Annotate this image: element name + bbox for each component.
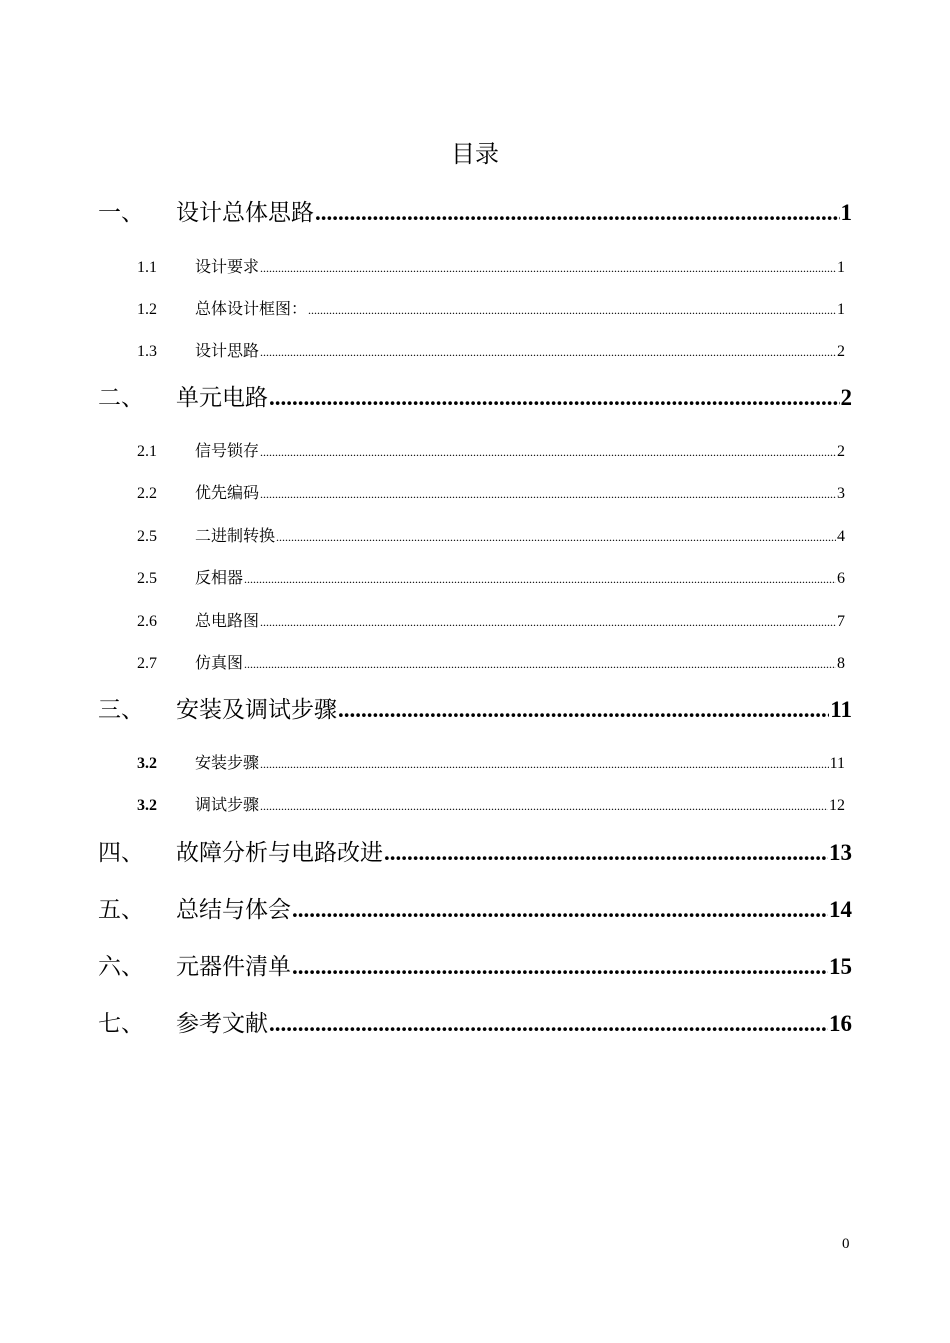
entry-page-number: 11: [830, 697, 852, 722]
entry-body: [195, 339, 845, 365]
entry-body: [195, 751, 845, 777]
toc-section-entry[interactable]: [0, 339, 950, 365]
entry-label: 安装步骤: [195, 755, 260, 772]
dot-leader: [338, 693, 829, 727]
dot-leader: [260, 481, 836, 507]
entry-page-number: 4: [837, 528, 845, 545]
entry-body: [195, 609, 845, 635]
toc-section-entry[interactable]: [0, 793, 950, 819]
entry-page-number: 1: [837, 301, 845, 318]
toc-section-entry[interactable]: [0, 751, 950, 777]
dot-leader: [260, 439, 836, 465]
toc-chapter-entry[interactable]: [0, 381, 950, 415]
dot-leader: [260, 609, 836, 635]
toc-chapter-entry[interactable]: [0, 893, 950, 927]
entry-body: [195, 524, 845, 550]
entry-page-number: 8: [837, 655, 845, 672]
entry-number: 1.3: [137, 343, 157, 360]
entry-number: 二、: [98, 385, 144, 410]
entry-number: 3.2: [137, 755, 157, 772]
toc-section-entry[interactable]: [0, 255, 950, 281]
entry-label: 参考文献: [176, 1011, 268, 1036]
entry-page-number: 2: [837, 343, 845, 360]
entry-page-number: 6: [837, 570, 845, 587]
entry-body: [176, 950, 852, 984]
dot-leader: [244, 651, 836, 677]
entry-body: [195, 439, 845, 465]
entry-number: 2.5: [137, 528, 157, 545]
entry-body: [195, 297, 845, 323]
entry-label: 优先编码: [195, 485, 260, 502]
toc-chapter-entry[interactable]: [0, 693, 950, 727]
entry-label: 设计要求: [195, 259, 260, 276]
entry-page-number: 16: [829, 1011, 852, 1036]
entry-number: 四、: [98, 840, 144, 865]
entry-body: [176, 836, 852, 870]
entry-page-number: 12: [829, 797, 845, 814]
entry-page-number: 15: [829, 954, 852, 979]
entry-label: 反相器: [195, 570, 244, 587]
entry-number: 一、: [98, 200, 144, 225]
dot-leader: [269, 1007, 828, 1041]
entry-body: [176, 1007, 852, 1041]
toc-section-entry[interactable]: [0, 566, 950, 592]
toc-title: 目录: [451, 142, 499, 168]
entry-number: 2.2: [137, 485, 157, 502]
entry-number: 七、: [98, 1011, 144, 1036]
entry-number: 六、: [98, 954, 144, 979]
toc-chapter-entry[interactable]: [0, 950, 950, 984]
entry-number: 2.7: [137, 655, 157, 672]
entry-number: 3.2: [137, 797, 157, 814]
entry-number: 1.1: [137, 259, 157, 276]
entry-number: 2.1: [137, 443, 157, 460]
entry-page-number: 1: [837, 259, 845, 276]
entry-body: [195, 651, 845, 677]
dot-leader: [260, 751, 829, 777]
entry-number: 2.5: [137, 570, 157, 587]
entry-number: 五、: [98, 897, 144, 922]
entry-label: 信号锁存: [195, 443, 260, 460]
toc-chapter-entry[interactable]: [0, 836, 950, 870]
toc-section-entry[interactable]: [0, 297, 950, 323]
entry-label: 二进制转换: [195, 528, 276, 545]
dot-leader: [384, 836, 828, 870]
entry-body: [195, 566, 845, 592]
dot-leader: [260, 793, 828, 819]
entry-number: 三、: [98, 697, 144, 722]
entry-body: [195, 793, 845, 819]
dot-leader: [308, 297, 836, 323]
entry-page-number: 7: [837, 613, 845, 630]
entry-body: [176, 381, 852, 415]
entry-label: 总电路图: [195, 613, 260, 630]
entry-number: 2.6: [137, 613, 157, 630]
entry-label: 元器件清单: [176, 954, 291, 979]
entry-label: 总结与体会: [176, 897, 291, 922]
dot-leader: [244, 566, 836, 592]
entry-page-number: 2: [840, 385, 852, 410]
dot-leader: [276, 524, 836, 550]
entry-body: [195, 481, 845, 507]
entry-label: 故障分析与电路改进: [176, 840, 383, 865]
dot-leader: [292, 893, 828, 927]
entry-page-number: 14: [829, 897, 852, 922]
toc-section-entry[interactable]: [0, 524, 950, 550]
entry-label: 设计思路: [195, 343, 260, 360]
toc-section-entry[interactable]: [0, 609, 950, 635]
toc-chapter-entry[interactable]: [0, 196, 950, 230]
dot-leader: [269, 381, 840, 415]
entry-body: [176, 196, 852, 230]
entry-label: 调试步骤: [195, 797, 260, 814]
toc-section-entry[interactable]: [0, 481, 950, 507]
page-number: 0: [842, 1236, 850, 1252]
toc-section-entry[interactable]: [0, 439, 950, 465]
entry-label: 安装及调试步骤: [176, 697, 337, 722]
entry-body: [176, 693, 852, 727]
entry-label: 总体设计框图：: [195, 301, 308, 318]
toc-section-entry[interactable]: [0, 651, 950, 677]
dot-leader: [260, 255, 836, 281]
entry-number: 1.2: [137, 301, 157, 318]
entry-label: 单元电路: [176, 385, 268, 410]
entry-body: [176, 893, 852, 927]
entry-label: 仿真图: [195, 655, 244, 672]
dot-leader: [260, 339, 836, 365]
entry-page-number: 1: [840, 200, 852, 225]
entry-page-number: 13: [829, 840, 852, 865]
entry-page-number: 3: [837, 485, 845, 502]
entry-page-number: 2: [837, 443, 845, 460]
toc-chapter-entry[interactable]: [0, 1007, 950, 1041]
dot-leader: [315, 196, 840, 230]
dot-leader: [292, 950, 828, 984]
entry-label: 设计总体思路: [176, 200, 314, 225]
entry-page-number: 11: [829, 755, 845, 772]
entry-body: [195, 255, 845, 281]
